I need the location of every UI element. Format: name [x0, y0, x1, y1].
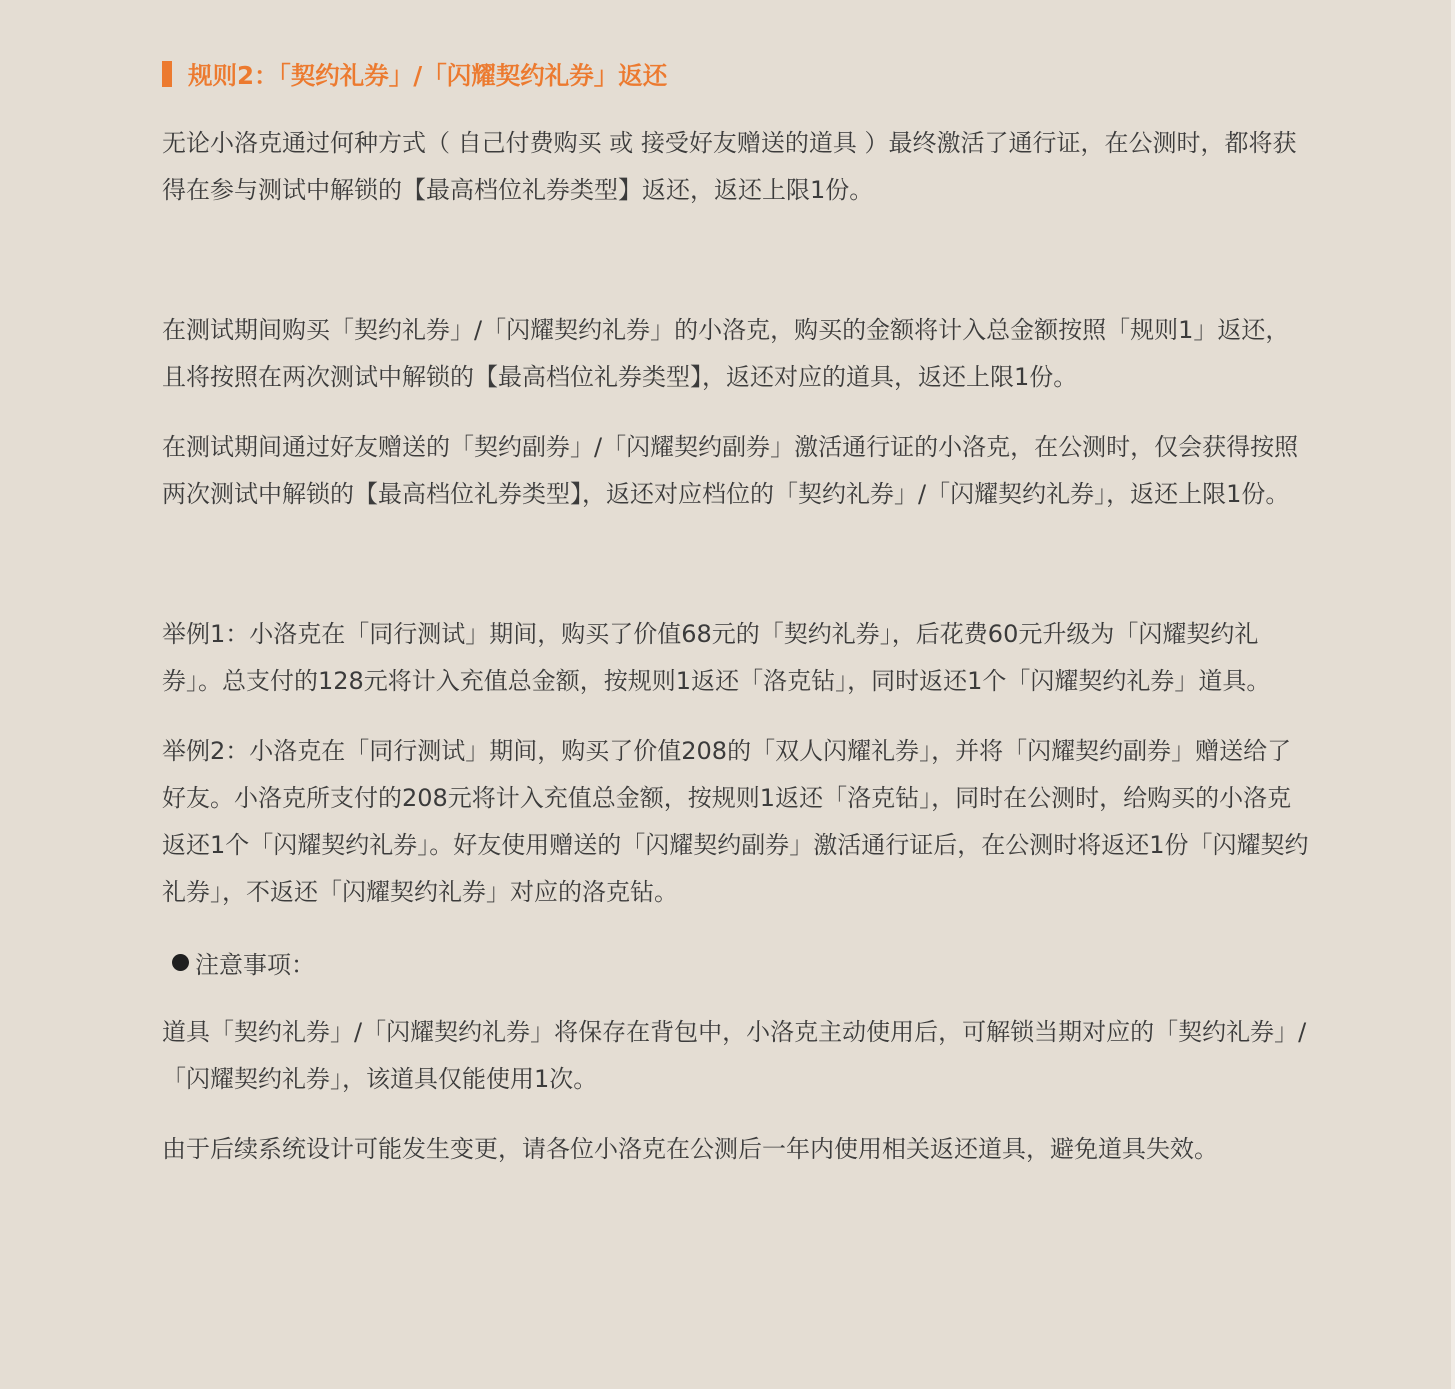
example-paragraph-1: 举例1：小洛克在「同行测试」期间，购买了价值68元的「契约礼券」，后花费60元升级为「闪耀契约礼券」。总支付的128元将计入充值总金额，按规则1返还「洛克钻」，同时返还1个「闪耀契约礼券」道具。	[162, 620, 1271, 695]
page-edge	[1451, 0, 1455, 1389]
note-title: 注意事项：	[195, 951, 315, 979]
section-title: 规则2：「契约礼券」/「闪耀契约礼券」返还	[188, 60, 668, 90]
note-heading	[162, 939, 1312, 986]
rule-paragraph-1: 无论小洛克通过何种方式（ 自己付费购买 或 接受好友赠送的道具 ）最终激活了通行证，在公测时，都将获得在参与测试中解锁的【最高档位礼券类型】返还，返还上限1份。	[162, 129, 1297, 204]
spacer	[162, 705, 1312, 728]
vertical-bar-icon	[162, 61, 172, 87]
bullet-dot-icon	[172, 954, 189, 971]
spacer	[162, 986, 1312, 1009]
spacer	[162, 916, 1312, 939]
note-paragraph-2: 由于后续系统设计可能发生变更，请各位小洛克在公测后一年内使用相关返还道具，避免道具失效。	[162, 1135, 1218, 1163]
spacer	[162, 518, 1312, 611]
rule-paragraph-3: 在测试期间通过好友赠送的「契约副券」/「闪耀契约副券」激活通行证的小洛克，在公测时，仅会获得按照两次测试中解锁的【最高档位礼券类型】，返还对应档位的「契约礼券」/「闪耀契约礼券」，返还上限1份。	[162, 433, 1299, 508]
rule-paragraph-2: 在测试期间购买「契约礼券」/「闪耀契约礼券」的小洛克，购买的金额将计入总金额按照「规则1」返还，且将按照在两次测试中解锁的【最高档位礼券类型】，返还对应的道具，返还上限1份。	[162, 316, 1290, 391]
note-paragraph-1: 道具「契约礼券」/「闪耀契约礼券」将保存在背包中，小洛克主动使用后，可解锁当期对应的「契约礼券」/「闪耀契约礼券」，该道具仅能使用1次。	[162, 1018, 1307, 1093]
spacer	[162, 214, 1312, 307]
section-heading	[162, 50, 1312, 98]
spacer	[162, 1103, 1312, 1126]
spacer	[162, 401, 1312, 424]
example-paragraph-2: 举例2：小洛克在「同行测试」期间，购买了价值208的「双人闪耀礼券」，并将「闪耀契约副券」赠送给了好友。小洛克所支付的208元将计入充值总金额，按规则1返还「洛克钻」，同时在公测时，给购买的小洛克返还1个「闪耀契约礼券」。好友使用赠送的「闪耀契约副券」激活通行证后，在公测时将返还1份「闪耀契约礼券」，不返还「闪耀契约礼券」对应的洛克钻。	[162, 737, 1309, 906]
rules-content	[162, 50, 1312, 1173]
